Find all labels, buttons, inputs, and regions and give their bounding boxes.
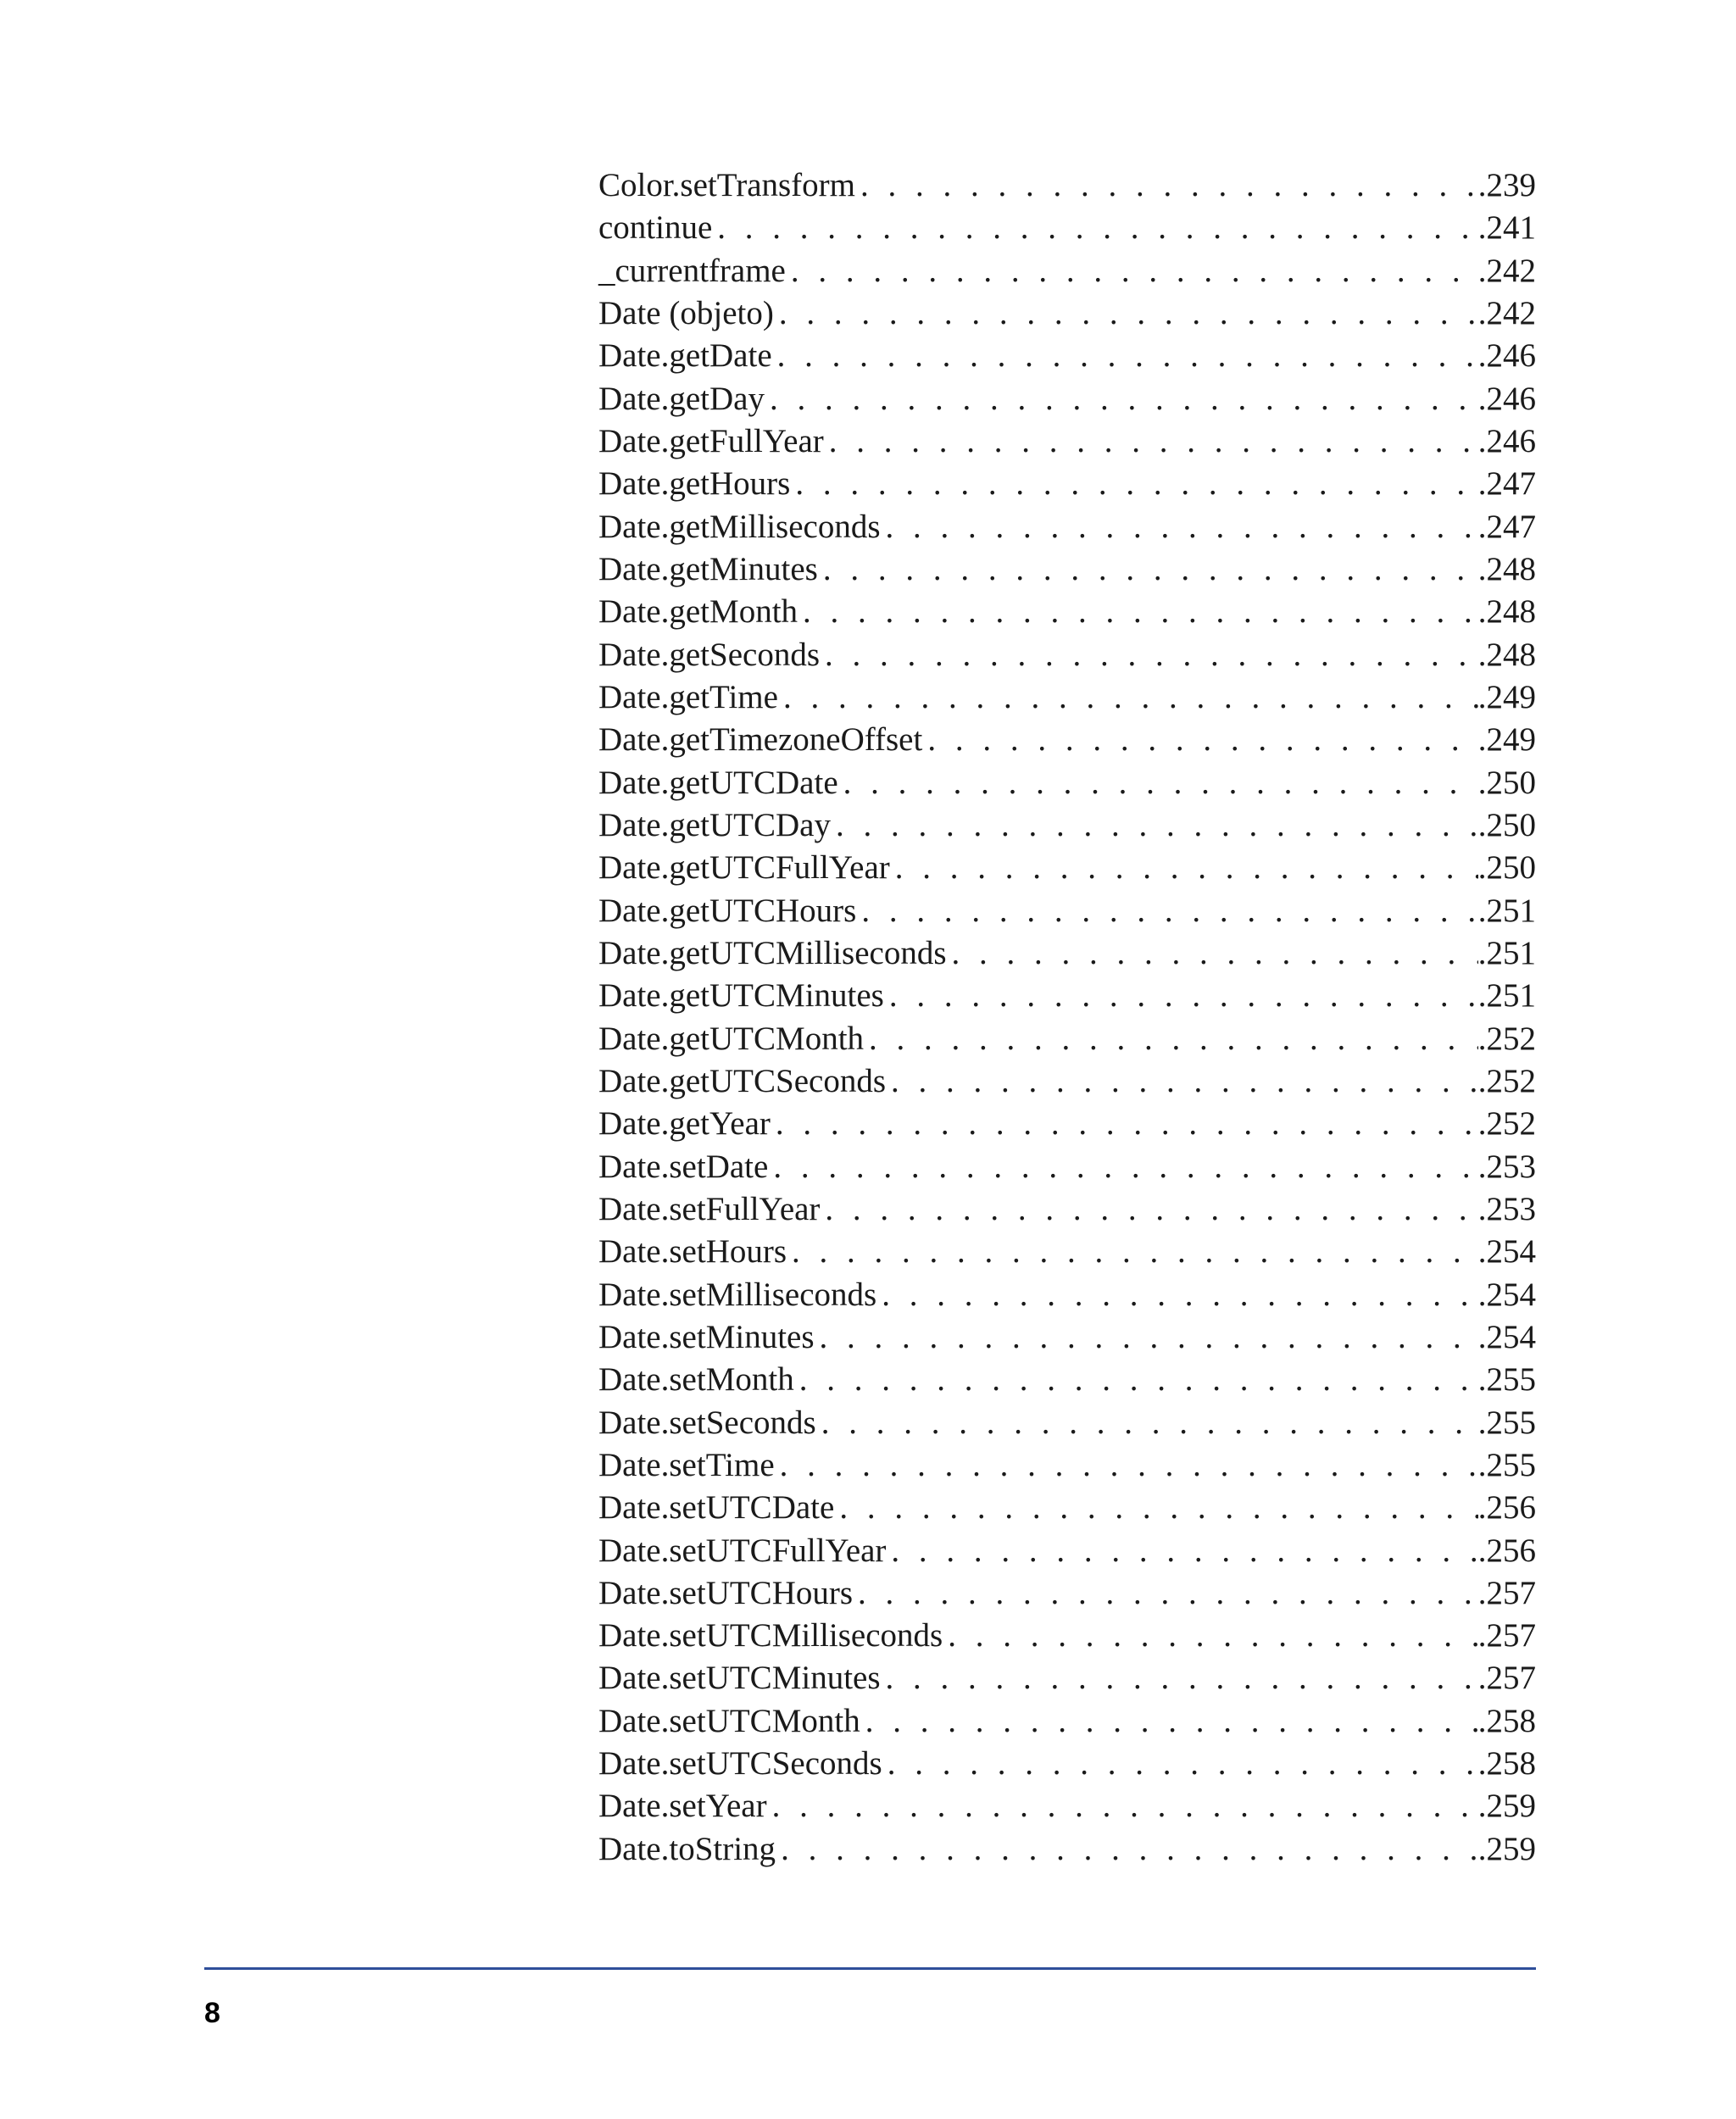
toc-entry[interactable] <box>598 1020 1536 1062</box>
toc-entry[interactable] <box>598 636 1536 678</box>
toc-entry[interactable] <box>598 1104 1536 1147</box>
toc-entry-label: Date.getDay <box>598 380 765 417</box>
toc-dot-leader <box>772 336 1478 375</box>
toc-entry[interactable] <box>598 422 1536 464</box>
page-number: 8 <box>204 1997 220 2029</box>
toc-entry-label: Date.setTime <box>598 1446 775 1483</box>
toc-entry-page: .251 <box>1477 934 1536 971</box>
toc-entry-page: .249 <box>1477 721 1536 759</box>
toc-entry-label: Date.getUTCFullYear <box>598 849 890 887</box>
toc-entry-page: .246 <box>1477 380 1536 417</box>
toc-dot-leader <box>831 806 1478 844</box>
toc-dot-leader <box>881 1659 1478 1697</box>
toc-entry[interactable] <box>598 508 1536 550</box>
toc-entry-page: .248 <box>1477 593 1536 631</box>
toc-entry-page: .252 <box>1477 1062 1536 1099</box>
toc-entry[interactable] <box>598 678 1536 720</box>
toc-dot-leader <box>818 550 1478 588</box>
toc-entry-page: .258 <box>1477 1702 1536 1739</box>
toc-entry-label: Date.getDate <box>598 337 772 375</box>
toc-entry[interactable] <box>598 1488 1536 1531</box>
footer-divider <box>204 1967 1536 1970</box>
toc-entry[interactable] <box>598 1062 1536 1104</box>
toc-entry-label: Date.getUTCMilliseconds <box>598 934 947 971</box>
toc-entry-label: Date.setFullYear <box>598 1190 821 1227</box>
toc-entry-label: Date.getSeconds <box>598 636 821 673</box>
toc-entry-page: .254 <box>1477 1318 1536 1355</box>
toc-dot-leader <box>881 508 1478 546</box>
toc-entry-label: Date.getMinutes <box>598 550 818 587</box>
toc-entry-page: .252 <box>1477 1020 1536 1057</box>
toc-entry-label: Date.setMinutes <box>598 1318 815 1355</box>
toc-entry-page: .253 <box>1477 1190 1536 1227</box>
toc-entry[interactable] <box>598 848 1536 891</box>
toc-entry-label: Color.setTransform <box>598 167 855 203</box>
toc-dot-leader <box>765 380 1478 418</box>
toc-entry-label: Date.getMonth <box>598 593 798 631</box>
toc-dot-leader <box>786 252 1478 290</box>
toc-entry-page: .253 <box>1477 1148 1536 1185</box>
toc-entry-page: .259 <box>1477 1788 1536 1825</box>
toc-entry[interactable] <box>598 294 1536 336</box>
toc-dot-leader <box>943 1616 1478 1655</box>
toc-dot-leader <box>816 1404 1478 1442</box>
toc-entry-page: .248 <box>1477 550 1536 587</box>
toc-entry-page: .242 <box>1477 252 1536 289</box>
toc-dot-leader <box>771 1104 1478 1143</box>
toc-entry-page: .251 <box>1477 977 1536 1015</box>
toc-dot-leader <box>838 764 1478 802</box>
toc-dot-leader <box>794 1360 1478 1399</box>
toc-entry-page: .250 <box>1477 849 1536 887</box>
toc-dot-leader <box>824 422 1478 460</box>
toc-dot-leader <box>876 1276 1478 1314</box>
toc-entry[interactable] <box>598 1702 1536 1744</box>
toc-entry-label: _currentframe <box>598 252 786 289</box>
toc-entry-label: Date.setUTCHours <box>598 1574 854 1611</box>
toc-entry-label: Date.setUTCMonth <box>598 1702 860 1739</box>
toc-dot-leader <box>886 1532 1477 1570</box>
toc-entry-label: Date.getUTCMonth <box>598 1020 865 1057</box>
toc-entry-label: continue <box>598 209 713 247</box>
toc-dot-leader <box>884 976 1478 1015</box>
toc-entry-label: Date.getUTCDay <box>598 806 831 843</box>
toc-entry[interactable] <box>598 464 1536 507</box>
toc-entry-label: Date.getMilliseconds <box>598 508 881 545</box>
toc-entry[interactable] <box>598 976 1536 1019</box>
toc-entry-page: .242 <box>1477 294 1536 331</box>
toc-entry-page: .246 <box>1477 422 1536 459</box>
toc-dot-leader <box>853 1574 1478 1612</box>
toc-entry-label: Date.getYear <box>598 1105 771 1143</box>
toc-entry-page: .255 <box>1477 1404 1536 1441</box>
toc-entry[interactable] <box>598 764 1536 806</box>
toc-entry[interactable] <box>598 1744 1536 1787</box>
toc-dot-leader <box>767 1787 1478 1825</box>
toc-dot-leader <box>864 1020 1478 1058</box>
toc-entry-label: Date.getUTCMinutes <box>598 977 884 1015</box>
toc-entry-label: Date.getUTCDate <box>598 764 838 801</box>
toc-dot-leader <box>820 1190 1477 1228</box>
toc-entry-label: Date.setDate <box>598 1148 769 1185</box>
table-of-contents <box>598 166 1536 1872</box>
toc-entry[interactable] <box>598 720 1536 763</box>
toc-entry[interactable] <box>598 1616 1536 1659</box>
toc-entry-page: .241 <box>1477 209 1536 247</box>
toc-entry-page: .255 <box>1477 1446 1536 1483</box>
toc-dot-leader <box>860 1702 1478 1740</box>
toc-entry-label: Date.setMonth <box>598 1361 794 1399</box>
toc-dot-leader <box>815 1318 1478 1356</box>
toc-dot-leader <box>820 636 1478 674</box>
toc-entry[interactable] <box>598 166 1536 209</box>
toc-entry[interactable] <box>598 1830 1536 1872</box>
toc-entry-page: .246 <box>1477 337 1536 375</box>
toc-dot-leader <box>886 1062 1478 1100</box>
toc-entry-page: .259 <box>1477 1830 1536 1867</box>
toc-dot-leader <box>856 892 1477 930</box>
toc-entry-label: Date.setUTCMinutes <box>598 1660 881 1697</box>
toc-entry[interactable] <box>598 592 1536 635</box>
toc-entry[interactable] <box>598 550 1536 592</box>
toc-entry[interactable] <box>598 1404 1536 1446</box>
toc-dot-leader <box>834 1488 1477 1527</box>
toc-entry-page: .255 <box>1477 1361 1536 1399</box>
toc-dot-leader <box>882 1744 1478 1783</box>
toc-entry-page: .252 <box>1477 1105 1536 1143</box>
toc-entry[interactable] <box>598 892 1536 934</box>
toc-entry-page: .239 <box>1477 167 1536 203</box>
toc-dot-leader <box>855 166 1478 204</box>
toc-entry-page: .257 <box>1477 1574 1536 1611</box>
toc-entry[interactable] <box>598 1232 1536 1275</box>
toc-entry-label: Date.setMilliseconds <box>598 1276 877 1313</box>
toc-dot-leader <box>776 1830 1478 1868</box>
toc-entry-label: Date.setUTCMilliseconds <box>598 1617 943 1655</box>
toc-dot-leader <box>768 1148 1477 1186</box>
toc-entry-page: .257 <box>1477 1660 1536 1697</box>
toc-entry[interactable] <box>598 806 1536 848</box>
toc-entry[interactable] <box>598 380 1536 422</box>
toc-entry-page: .254 <box>1477 1233 1536 1271</box>
toc-entry-page: .254 <box>1477 1276 1536 1313</box>
toc-entry[interactable] <box>598 1532 1536 1574</box>
toc-entry[interactable] <box>598 1574 1536 1616</box>
toc-entry-label: Date.getUTCHours <box>598 892 857 929</box>
toc-dot-leader <box>775 1446 1478 1484</box>
toc-entry-label: Date.getHours <box>598 465 791 503</box>
toc-entry-page: .257 <box>1477 1617 1536 1655</box>
toc-dot-leader <box>890 848 1478 887</box>
toc-entry-page: .256 <box>1477 1489 1536 1527</box>
toc-entry-page: .250 <box>1477 764 1536 801</box>
toc-entry-label: Date (objeto) <box>598 294 774 331</box>
toc-entry[interactable] <box>598 1659 1536 1701</box>
toc-entry-page: .248 <box>1477 636 1536 673</box>
toc-entry-label: Date.setUTCDate <box>598 1489 835 1527</box>
toc-entry-label: Date.getTimezoneOffset <box>598 721 923 759</box>
toc-entry-page: .247 <box>1477 508 1536 545</box>
toc-entry[interactable] <box>598 1360 1536 1403</box>
toc-entry[interactable] <box>598 1276 1536 1318</box>
toc-entry[interactable] <box>598 252 1536 294</box>
toc-entry[interactable] <box>598 934 1536 976</box>
toc-entry-label: Date.setYear <box>598 1788 767 1825</box>
toc-entry-label: Date.getFullYear <box>598 422 824 459</box>
toc-entry-label: Date.getUTCSeconds <box>598 1062 887 1099</box>
toc-entry-page: .247 <box>1477 465 1536 503</box>
toc-dot-leader <box>778 678 1478 716</box>
toc-dot-leader <box>922 720 1477 759</box>
toc-entry[interactable] <box>598 1190 1536 1232</box>
toc-entry-label: Date.setHours <box>598 1233 787 1271</box>
toc-entry[interactable] <box>598 1787 1536 1829</box>
toc-entry-page: .251 <box>1477 892 1536 929</box>
toc-dot-leader <box>798 592 1478 631</box>
toc-entry-page: .258 <box>1477 1745 1536 1783</box>
toc-entry-label: Date.setUTCFullYear <box>598 1532 887 1569</box>
toc-entry[interactable] <box>598 1446 1536 1488</box>
toc-entry[interactable] <box>598 336 1536 379</box>
toc-entry-page: .249 <box>1477 678 1536 715</box>
toc-dot-leader <box>712 209 1477 247</box>
toc-entry-page: .256 <box>1477 1532 1536 1569</box>
toc-dot-leader <box>787 1232 1478 1271</box>
toc-entry-label: Date.setUTCSeconds <box>598 1745 882 1783</box>
toc-entry-label: Date.setSeconds <box>598 1404 816 1441</box>
toc-dot-leader <box>774 294 1478 332</box>
toc-entry-label: Date.getTime <box>598 678 778 715</box>
toc-dot-leader <box>790 464 1477 503</box>
toc-entry-page: .250 <box>1477 806 1536 843</box>
toc-dot-leader <box>947 934 1478 972</box>
toc-entry-label: Date.toString <box>598 1830 776 1867</box>
toc-entry[interactable] <box>598 1318 1536 1360</box>
toc-entry[interactable] <box>598 209 1536 251</box>
toc-entry[interactable] <box>598 1148 1536 1190</box>
